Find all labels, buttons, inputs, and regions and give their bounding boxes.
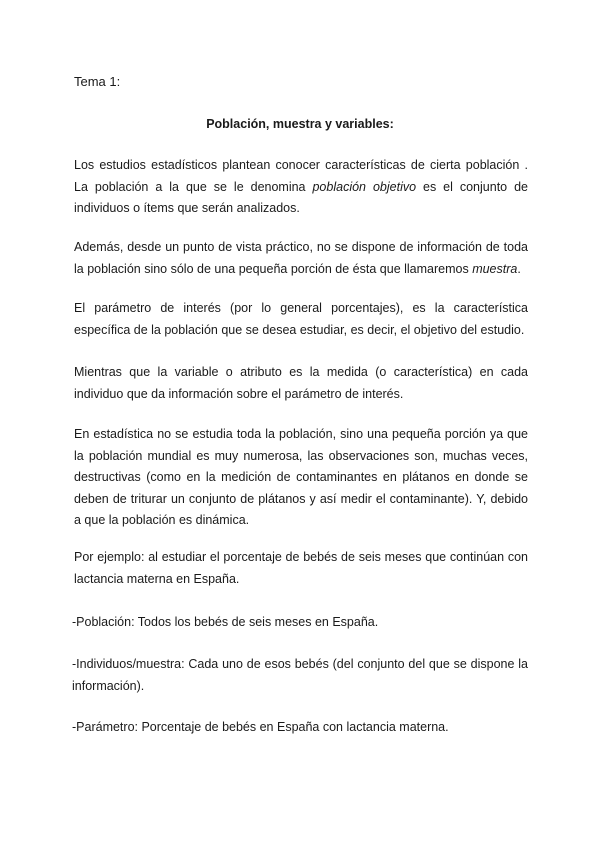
paragraph-example: Por ejemplo: al estudiar el porcentaje de bebés de seis meses que continúan con lactancia materna en España. xyxy=(74,550,528,586)
paragraph-parameter-definition: El parámetro de interés (por lo general porcentajes), es la característica específica de la población que se desea estudiar, es decir, el objetivo del estudio. xyxy=(74,301,528,337)
paragraph-sample-definition xyxy=(74,237,528,280)
paragraph-text: es el conjunto de individuos o ítems que serán analizados. xyxy=(74,179,528,215)
paragraph-text: . xyxy=(517,261,521,276)
emphasis-term: población objetivo xyxy=(312,179,417,194)
section-title: Población, muestra y variables: xyxy=(206,117,394,131)
example-item-individuals: -Individuos/muestra: Cada uno de esos bebés (del conjunto del que se dispone la información). xyxy=(72,657,528,693)
paragraph-population-definition xyxy=(74,155,528,220)
topic-heading: Tema 1: xyxy=(74,74,121,89)
example-item-population: -Población: Todos los bebés de seis meses en España. xyxy=(72,615,379,629)
paragraph-text: Además, desde un punto de vista práctico, no se dispone de información de toda la población sino sólo de una pequeña porción de ésta que llamaremos xyxy=(74,240,528,276)
paragraph-why-sample: En estadística no se estudia toda la población, sino una pequeña porción ya que la población mundial es muy numerosa, las observaciones son, muchas veces, destructivas (como en la medición de contaminantes en plátanos en donde se deben de triturar un conjunto de plátanos y así medir el contaminante). Y, debido a que la población es dinámica. xyxy=(74,427,528,527)
example-item-parameter: -Parámetro: Porcentaje de bebés en España con lactancia materna. xyxy=(72,720,449,734)
emphasis-term: muestra xyxy=(472,261,518,276)
paragraph-text: Los estudios estadísticos plantean conocer características de cierta población . La población a la que se le denomina xyxy=(74,158,528,194)
paragraph-variable-definition: Mientras que la variable o atributo es la medida (o característica) en cada individuo que da información sobre el parámetro de interés. xyxy=(74,365,528,401)
